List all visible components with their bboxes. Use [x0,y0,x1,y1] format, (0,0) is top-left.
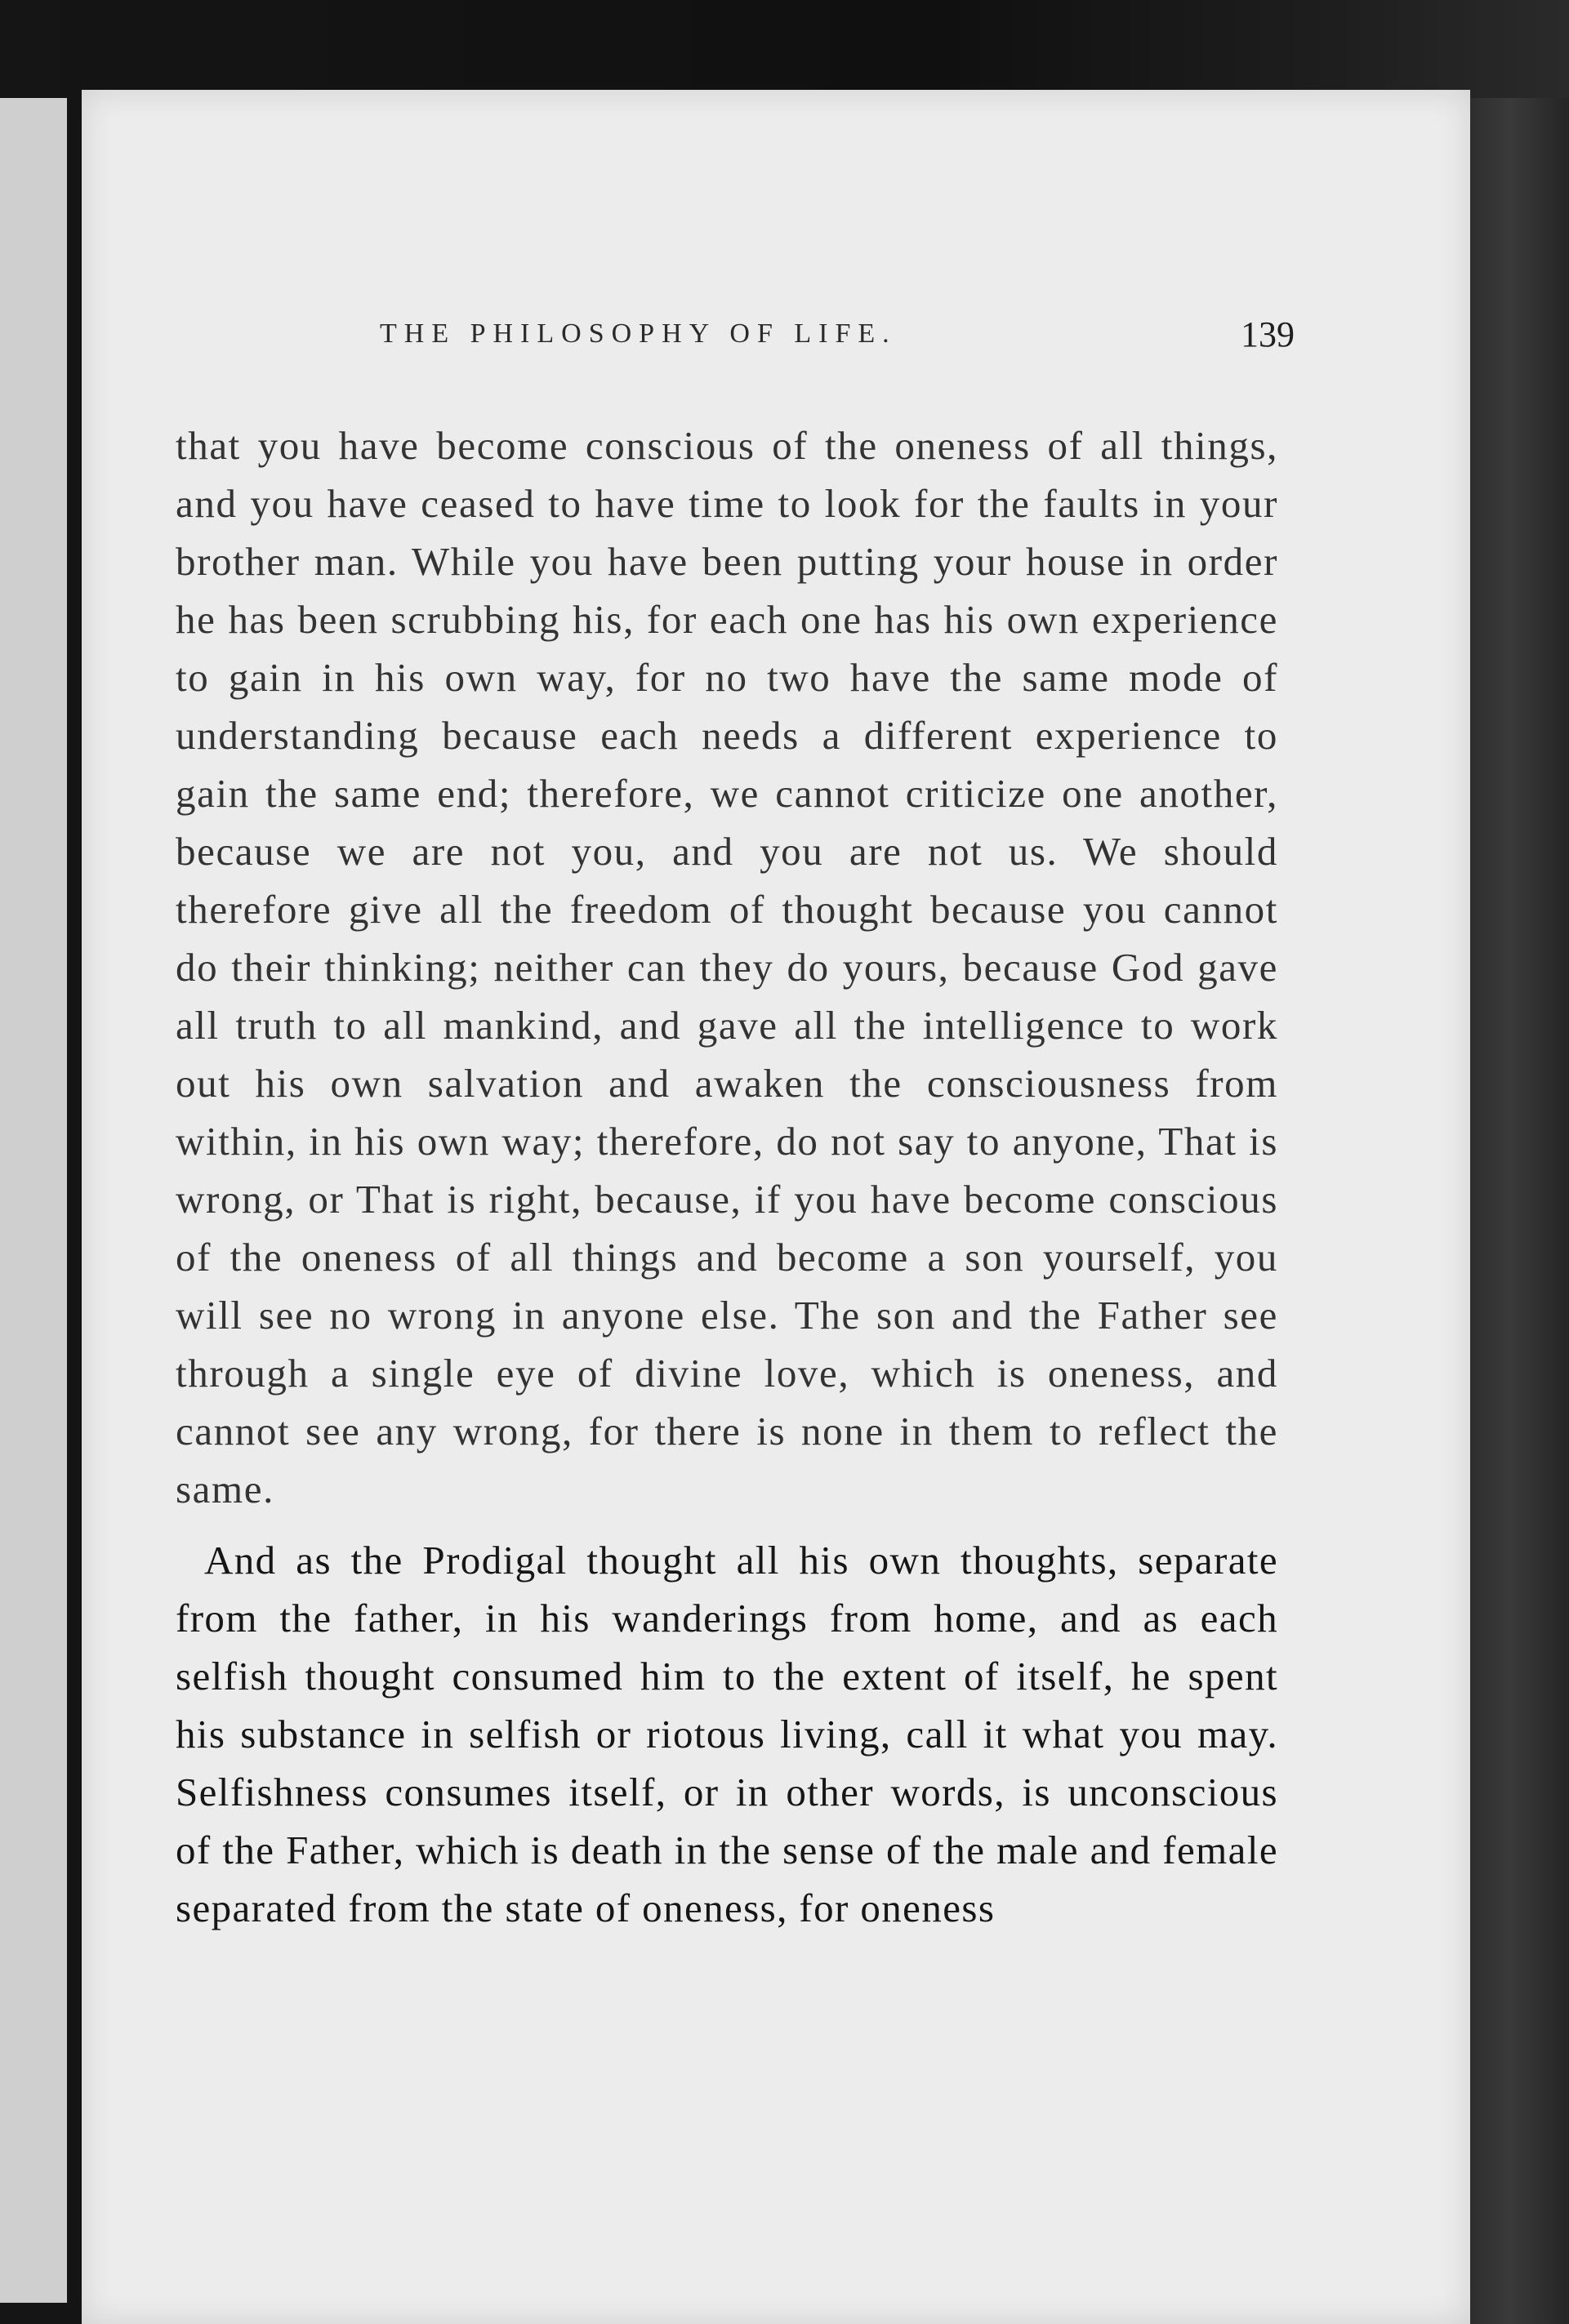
book-page [82,90,1470,2324]
paragraph-2: And as the Prodigal thought all his own thoughts, separate from the father, in his wanderings from home, and as each selfish thought consumed him to the extent of itself, he spent his substance in selfish or riotous living, call it what you may. Selfishness consumes itself, or in other words, is unconscious of the Father, which is death in the sense of the male and female separated from the state of oneness, for oneness [176,1538,1278,1930]
running-title: THE PHILOSOPHY OF LIFE. [380,318,897,349]
page-content [176,314,1295,1950]
binding-shadow [1470,98,1569,2324]
page-number: 139 [1241,314,1295,354]
previous-page-edge [0,98,67,2303]
paragraph-1: that you have become conscious of the oneness of all things, and you have ceased to have time to look for the faults in your brother man. While you have been putting your house in order he has been scrubbing his, for each one has his own experience to gain in his own way, for no two have the same mode of understanding because each needs a different experience to gain the same end; therefore, we cannot criticize one another, because we are not you, and you are not us. We should therefore give all the freedom of thought because you cannot do their thinking; neither can they do yours, because God gave all truth to all mankind, and gave all the intelligence to work out his own salvation and awaken the consciousness from within, in his own way; therefore, do not say to anyone, That is wrong, or That is right, because, if you have become conscious of the oneness of all things and become a son yourself, you will see no wrong in anyone else. The son and the Father see through a single eye of divine love, which is oneness, and cannot see any wrong, for there is none in them to reflect the same. [176,423,1278,1511]
running-head [176,314,1295,384]
